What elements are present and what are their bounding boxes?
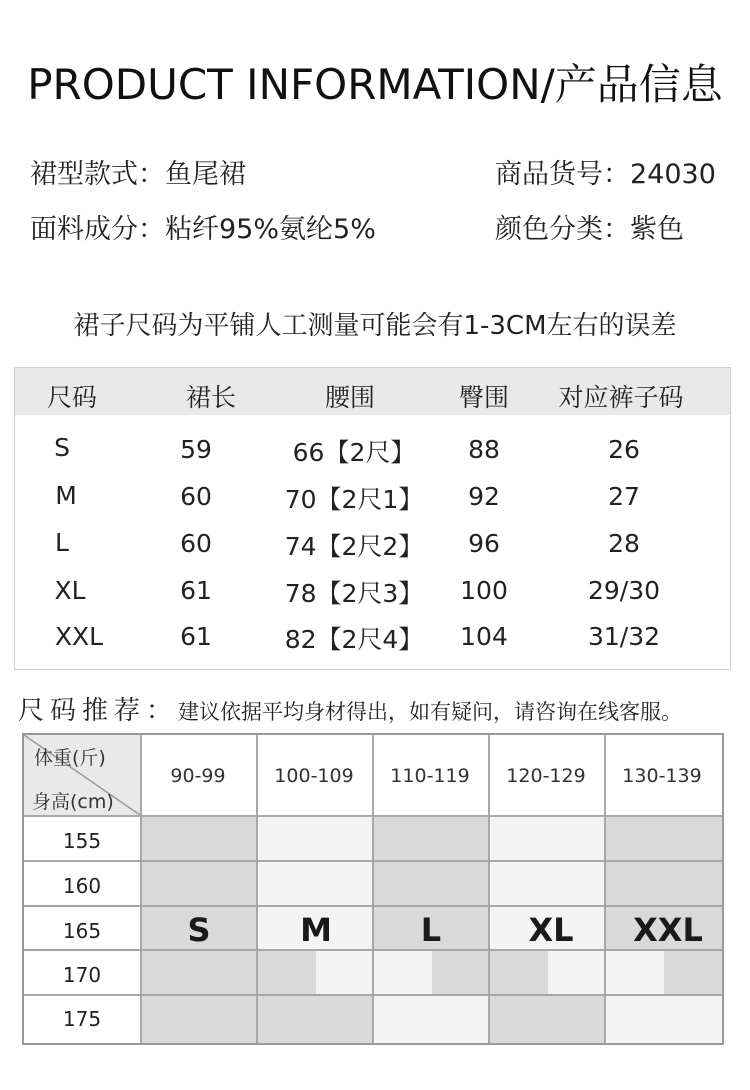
grid-line xyxy=(604,735,606,1043)
grid-cell-175-xl xyxy=(606,996,722,1043)
cell-length: 60 xyxy=(180,529,212,558)
cell-waist: 78【2尺3】 xyxy=(284,579,424,608)
weight-header: 120-129 xyxy=(506,765,586,787)
grid-cell-170-m xyxy=(316,951,432,996)
weight-header: 90-99 xyxy=(170,765,226,787)
cell-length: 61 xyxy=(180,622,212,651)
grid-line xyxy=(24,905,722,907)
color-label: 颜色分类： xyxy=(495,214,630,245)
cell-hip: 92 xyxy=(468,482,500,511)
cell-size: XL xyxy=(54,576,86,605)
header-hip: 臀围 xyxy=(458,383,510,412)
fabric-label: 面料成分： xyxy=(30,214,165,245)
grid-line xyxy=(372,735,374,1043)
height-label: 160 xyxy=(62,874,102,898)
cell-hip: 100 xyxy=(460,576,508,605)
grid-line xyxy=(24,994,722,996)
header-size: 尺码 xyxy=(46,383,98,412)
fabric-info xyxy=(30,207,376,246)
cell-hip: 88 xyxy=(468,435,500,464)
recommend-heading: 尺码推荐： xyxy=(18,696,179,726)
grid-line xyxy=(24,815,722,817)
weight-header: 110-119 xyxy=(390,765,470,787)
cell-waist: 66【2尺】 xyxy=(292,438,416,467)
cell-length: 59 xyxy=(180,435,212,464)
style-value: 鱼尾裙 xyxy=(165,159,246,190)
size-table-header xyxy=(15,368,730,415)
color-value: 紫色 xyxy=(630,214,684,245)
size-label-l: L xyxy=(420,911,442,949)
cell-size: XXL xyxy=(54,622,104,651)
cell-size: M xyxy=(55,481,77,510)
cell-hip: 104 xyxy=(460,622,508,651)
header-waist: 腰围 xyxy=(324,383,376,412)
grid-line xyxy=(256,735,258,1043)
grid-cell-175-l xyxy=(490,996,606,1043)
cell-waist: 82【2尺4】 xyxy=(284,625,424,654)
fabric-value: 粘纤95%氨纶5% xyxy=(165,214,376,245)
style-info xyxy=(30,152,246,191)
cell-pants: 31/32 xyxy=(587,622,661,651)
height-label: 165 xyxy=(62,919,102,943)
weight-header: 130-139 xyxy=(622,765,702,787)
recommend-subtitle: 建议依据平均身材得出，如有疑问，请咨询在线客服。 xyxy=(178,700,683,724)
cell-hip: 96 xyxy=(468,529,500,558)
cell-waist: 70【2尺1】 xyxy=(284,485,424,514)
grid-cell-175-m xyxy=(374,996,490,1043)
page-title: PRODUCT INFORMATION/产品信息 xyxy=(27,60,723,109)
grid-cell-175-s xyxy=(142,996,374,1043)
sku-label: 商品货号： xyxy=(495,159,630,190)
cell-size: S xyxy=(54,433,70,462)
weight-header: 100-109 xyxy=(274,765,354,787)
size-label-m: M xyxy=(300,911,332,949)
cell-pants: 29/30 xyxy=(587,576,661,605)
style-label: 裙型款式： xyxy=(30,159,165,190)
cell-waist: 74【2尺2】 xyxy=(284,532,424,561)
cell-pants: 27 xyxy=(608,482,640,511)
grid-cell-170-xl xyxy=(548,951,664,996)
size-recommend-grid xyxy=(22,733,724,1045)
size-label-xxl: XXL xyxy=(633,911,703,949)
height-label: 155 xyxy=(62,829,102,853)
height-label: 170 xyxy=(62,963,102,987)
size-label-xl: XL xyxy=(528,911,574,949)
cell-length: 60 xyxy=(180,482,212,511)
corner-height-label: 身高(cm) xyxy=(32,791,114,813)
height-label: 175 xyxy=(62,1007,102,1031)
recommend-title xyxy=(18,690,682,727)
cell-size: L xyxy=(55,528,69,557)
size-table xyxy=(14,367,731,670)
color-info xyxy=(495,207,684,246)
sku-info xyxy=(495,152,716,191)
cell-pants: 28 xyxy=(608,529,640,558)
grid-cell-170-s xyxy=(142,951,316,996)
grid-line xyxy=(140,735,142,1043)
cell-pants: 26 xyxy=(608,435,640,464)
corner-weight-label: 体重(斤) xyxy=(34,747,106,769)
header-length: 裙长 xyxy=(185,383,237,412)
cell-length: 61 xyxy=(180,576,212,605)
grid-cell-170-l xyxy=(432,951,548,996)
header-pants-size: 对应裤子码 xyxy=(558,383,684,412)
grid-line xyxy=(24,949,722,951)
size-label-s: S xyxy=(187,911,211,949)
grid-line xyxy=(24,860,722,862)
grid-line xyxy=(488,735,490,1043)
sku-value: 24030 xyxy=(630,159,716,190)
grid-cell-170-xxl xyxy=(664,951,722,996)
measurement-note: 裙子尺码为平铺人工测量可能会有1-3CM左右的误差 xyxy=(73,311,677,341)
